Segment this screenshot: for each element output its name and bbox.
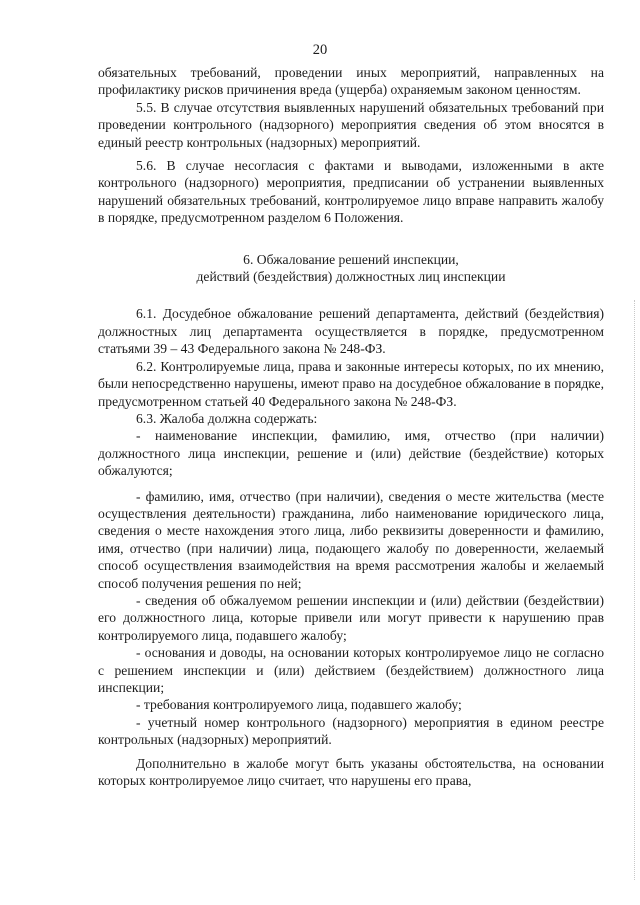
paragraph-5-6: 5.6. В случае несогласия с фактами и выводами, изложенными в акте контрольного (надзорного) мероприятия, предписании об устранении выявленных нарушений обязательных требований, контролируемое лицо вправе направить жалобу в порядке, предусмотренном разделом 6 Положения. bbox=[98, 158, 604, 226]
page-number: 20 bbox=[312, 42, 328, 58]
list-item-grounds: - основания и доводы, на основании которых контролируемое лицо не согласно с решением инспекции и (или) действием (бездействием) должностного лица инспекции; bbox=[98, 645, 604, 695]
document-body bbox=[98, 64, 604, 789]
list-item-registry-number: - учетный номер контрольного (надзорного) мероприятия в едином реестре контрольных (надзорных) мероприятий. bbox=[98, 714, 604, 748]
paragraph-6-1: 6.1. Досудебное обжалование решений департамента, действий (бездействия) должностных лиц департамента осуществляется в порядке, предусмотренном статьями 39 – 43 Федерального закона № 248-ФЗ. bbox=[98, 306, 604, 357]
section-6-heading-line1: 6. Обжалование решений инспекции, bbox=[243, 251, 459, 267]
paragraph-additional: Дополнительно в жалобе могут быть указаны обстоятельства, на основании которых контролируемое лицо считает, что нарушены его права, bbox=[98, 755, 604, 789]
scan-edge-mark bbox=[634, 300, 636, 880]
list-item-applicant-details: - фамилию, имя, отчество (при наличии), сведения о месте жительства (месте осуществления деятельности) гражданина, либо наименование юридического лица, сведения о месте нахождения этого лица, либо реквизиты доверенности и фамилию, имя, отчество (при наличии) лица, подающего жалобу по доверенности, желаемый способ осуществления взаимодействия на время рассмотрения жалобы и желаемый способ получения решения по ней; bbox=[98, 488, 604, 591]
list-item-inspection-name: - наименование инспекции, фамилию, имя, отчество (при наличии) должностного лица инспекции, решение и (или) действие (бездействие) которых обжалуются; bbox=[98, 428, 604, 479]
section-6-heading bbox=[98, 251, 604, 286]
paragraph-continuation: обязательных требований, проведении иных мероприятий, направленных на профилактику рисков причинения вреда (ущерба) охраняемым законом ценностям. bbox=[98, 65, 604, 98]
paragraph-6-2: 6.2. Контролируемые лица, права и законные интересы которых, по их мнению, были непосредственно нарушены, имеют право на досудебное обжалование в порядке, предусмотренном статьей 40 Федерального закона № 248-ФЗ. bbox=[98, 358, 604, 409]
paragraph-6-3: 6.3. Жалоба должна содержать: bbox=[136, 410, 318, 426]
list-item-appealed-decision: - сведения об обжалуемом решении инспекции и (или) действии (бездействии) его должностного лица, которые привели или могут привести к нарушению прав контролируемого лица, подавшего жалобу; bbox=[98, 592, 604, 643]
list-item-requirements: - требования контролируемого лица, подавшего жалобу; bbox=[136, 697, 462, 713]
paragraph-5-5: 5.5. В случае отсутствия выявленных нарушений обязательных требований при проведении контрольного (надзорного) мероприятия сведения об этом вносятся в единый реестр контрольных (надзорных) мероприятий. bbox=[98, 99, 604, 150]
section-6-heading-line2: действий (бездействия) должностных лиц инспекции bbox=[196, 269, 506, 285]
